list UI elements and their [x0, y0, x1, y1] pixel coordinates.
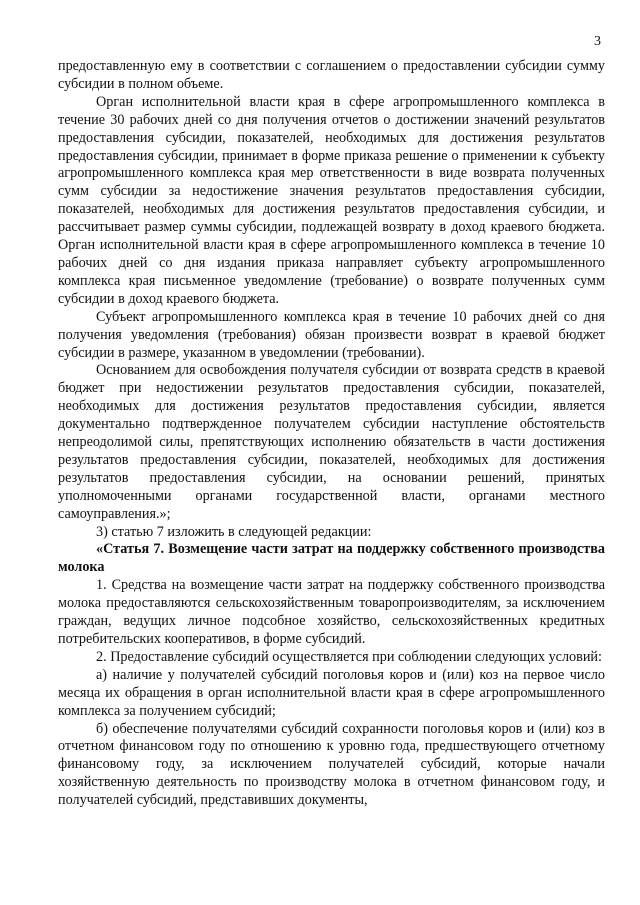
paragraph-condition-b: б) обеспечение получателями субсидий сохранности поголовья коров и (или) коз в отчетном финансовом году по отношению к уровню года, предшествующего отчетному финансовому году, за исключением получателей субсидий, которые начали хозяйственную деятельность по производству молока в отчетном финансовом году, и получателей субсидий, представивших документы, [58, 720, 605, 809]
paragraph-condition-a: а) наличие у получателей субсидий поголовья коров и (или) коз на первое число месяца их обращения в орган исполнительной власти края в сфере агропромышленного комплекса за получением субсидий; [58, 666, 605, 719]
paragraph-continuation: предоставленную ему в соответствии с соглашением о предоставлении субсидии сумму субсидии в полном объеме. [58, 58, 605, 92]
paragraph-clause-2: 2. Предоставление субсидий осуществляется при соблюдении следующих условий: [96, 648, 602, 665]
paragraph-return-order: Орган исполнительной власти края в сфере агропромышленного комплекса в течение 30 рабочих дней со дня получения отчетов о достижении значений результатов предоставления субсидии, показателей, необходимых для достижения результатов предоставления субсидии, принимает в форме приказа решение о применении к субъекту агропромышленного комплекса края мер ответственности в виде возврата полученных сумм субсидии за недостижение значения результатов предоставления субсидии, показателей, необходимых для достижения результатов предоставления субсидии, и рассчитывает размер суммы субсидии, подлежащей возврату в доход краевого бюджета. Орган исполнительной власти края в сфере агропромышленного комплекса в течение 10 рабочих дней со дня издания приказа направляет субъекту агропромышленного комплекса края письменное уведомление (требование) о возврате полученных сумм субсидии в доход краевого бюджета. [58, 93, 605, 307]
paragraph-clause-1: 1. Средства на возмещение части затрат на поддержку собственного производства молока предоставляются сельскохозяйственным товаропроизводителям, за исключением граждан, ведущих личное подсобное хозяйство, сельскохозяйственных кредитных потребительских кооперативов, в форме субсидий. [58, 577, 605, 647]
page-number: 3 [594, 34, 601, 49]
paragraph-exemption-grounds: Основанием для освобождения получателя субсидии от возврата средств в краевой бюджет при недостижении результатов предоставления субсидии, показателей, необходимых для достижения результатов предоставления субсидии, является документально подтвержденное получателем субсидии наступление обстоятельств непреодолимой силы, препятствующих исполнению обязательств в части достижения результатов предоставления субсидии, показателей, необходимых для достижения результатов предоставления субсидии, на основании решений, принятых уполномоченными органами государственной власти, органами местного самоуправления.»; [58, 362, 605, 522]
paragraph-amendment-item: 3) статью 7 изложить в следующей редакции: [96, 523, 372, 540]
article-heading: «Статья 7. Возмещение части затрат на поддержку собственного производства молока [58, 541, 605, 576]
paragraph-return-deadline: Субъект агропромышленного комплекса края в течение 10 рабочих дней со дня получения уведомления (требования) обязан произвести возврат в краевой бюджет субсидии в размере, указанном в уведомлении (требовании). [58, 308, 605, 361]
document-body [58, 58, 605, 810]
